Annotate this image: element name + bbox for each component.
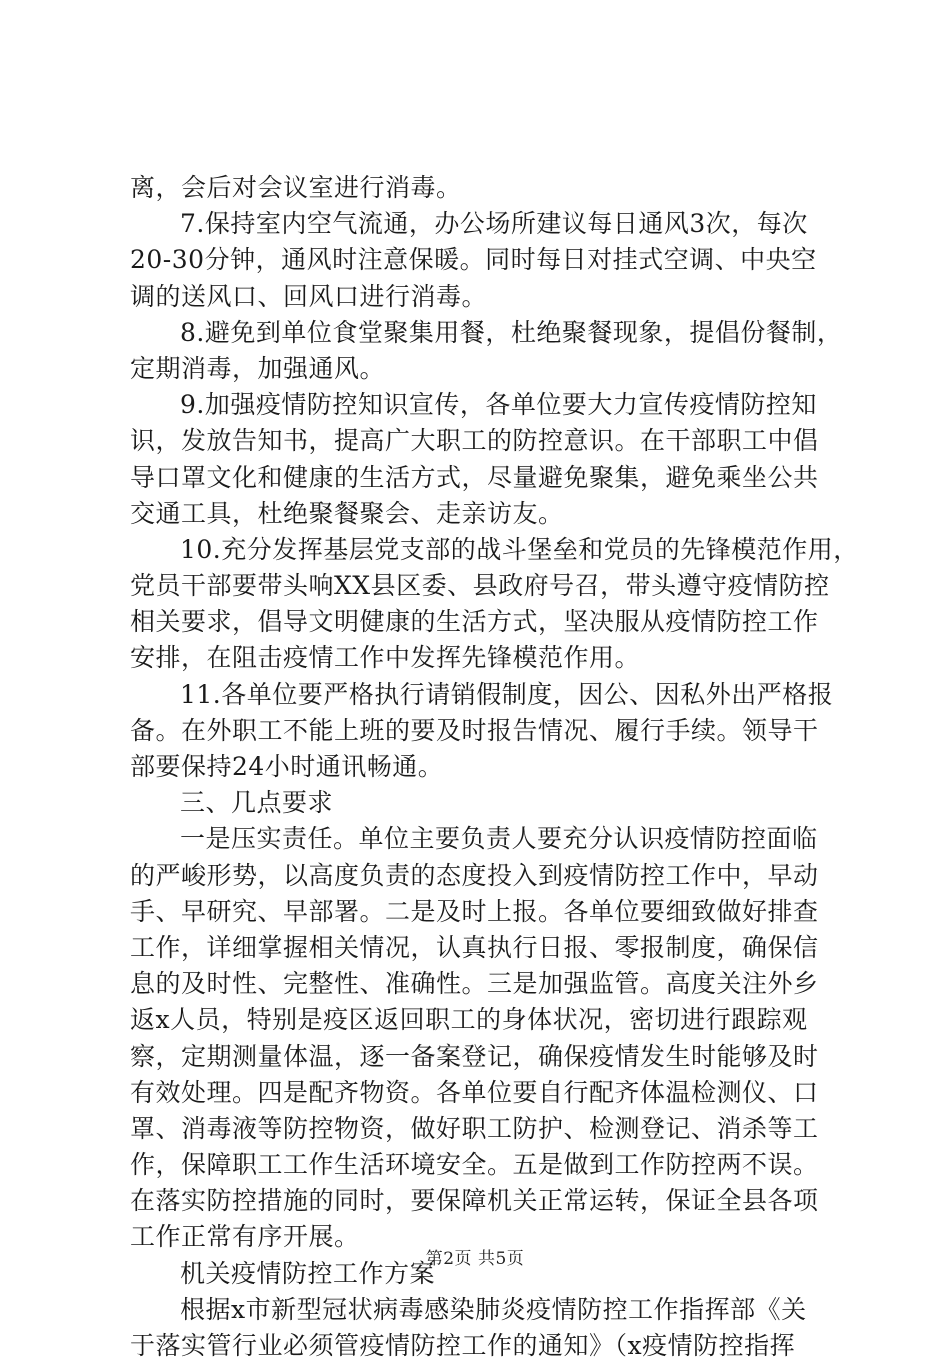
text-line: 交通工具，杜绝聚餐聚会、走亲访友。 <box>130 498 564 528</box>
text-line: 返x人员，特别是疫区返回职工的身体状况，密切进行跟踪观 <box>130 1005 808 1035</box>
page-footer: 第2页 共5页 <box>425 1249 525 1269</box>
text-line: 11.各单位要严格执行请销假制度，因公、因私外出严格报 <box>180 679 834 709</box>
text-line: 导口罩文化和健康的生活方式，尽量避免聚集，避免乘坐公共 <box>130 462 819 492</box>
text-line: 作，保障职工工作生活环境安全。五是做到工作防控两不误。 <box>130 1150 819 1180</box>
text-line: 离，会后对会议室进行消毒。 <box>130 173 462 202</box>
text-line: 有效处理。四是配齐物资。各单位要自行配齐体温检测仪、口 <box>130 1077 819 1107</box>
text-line: 备。在外职工不能上班的要及时报告情况、履行手续。领导干 <box>130 715 819 745</box>
text-line: 在落实防控措施的同时，要保障机关正常运转，保证全县各项 <box>130 1186 819 1216</box>
text-line: 识，发放告知书，提高广大职工的防控意识。在干部职工中倡 <box>130 426 819 456</box>
text-line: 察，定期测量体温，逐一备案登记，确保疫情发生时能够及时 <box>130 1041 819 1071</box>
text-line: 定期消毒，加强通风。 <box>130 353 386 383</box>
document-body <box>130 170 859 1364</box>
text-line: 的严峻形势，以高度负责的态度投入到疫情防控工作中，早动 <box>130 860 819 890</box>
text-line: 罩、消毒液等防控物资，做好职工防护、检测登记、消杀等工 <box>130 1113 819 1143</box>
text-line: 7.保持室内空气流通，办公场所建议每日通风3次，每次 <box>180 209 808 239</box>
text-line: 一是压实责任。单位主要负责人要充分认识疫情防控面临 <box>180 824 818 854</box>
text-line: 根据x市新型冠状病毒感染肺炎疫情防控工作指挥部《关 <box>180 1294 807 1324</box>
text-line: 机关疫情防控工作方案 <box>180 1258 436 1288</box>
text-line: 9.加强疫情防控知识宣传，各单位要大力宣传疫情防控知 <box>180 390 817 420</box>
text-line: 手、早研究、早部署。二是及时上报。各单位要细致做好排查 <box>130 896 819 926</box>
text-line: 8.避免到单位食堂聚集用餐，杜绝聚餐现象，提倡份餐制， <box>180 317 843 347</box>
text-line: 工作正常有序开展。 <box>130 1222 360 1252</box>
text-line: 工作，详细掌握相关情况，认真执行日报、零报制度，确保信 <box>130 932 819 962</box>
text-line: 相关要求，倡导文明健康的生活方式，坚决服从疫情防控工作 <box>130 607 819 637</box>
text-line: 三、几点要求 <box>180 788 334 818</box>
text-line: 部要保持24小时通讯畅通。 <box>130 752 444 781</box>
text-line: 调的送风口、回风口进行消毒。 <box>130 281 488 311</box>
text-line: 安排，在阻击疫情工作中发挥先锋模范作用。 <box>130 643 641 673</box>
text-line: 20-30分钟，通风时注意保暖。同时每日对挂式空调、中央空 <box>130 245 817 275</box>
text-line: 党员干部要带头响XX县区委、县政府号召，带头遵守疫情防控 <box>130 571 830 601</box>
text-line: 于落实管行业必须管疫情防控工作的通知》（x疫情防控指挥 <box>130 1331 796 1360</box>
text-line: 息的及时性、完整性、准确性。三是加强监管。高度关注外乡 <box>130 969 819 999</box>
text-line: 10.充分发挥基层党支部的战斗堡垒和党员的先锋模范作用， <box>180 534 859 564</box>
